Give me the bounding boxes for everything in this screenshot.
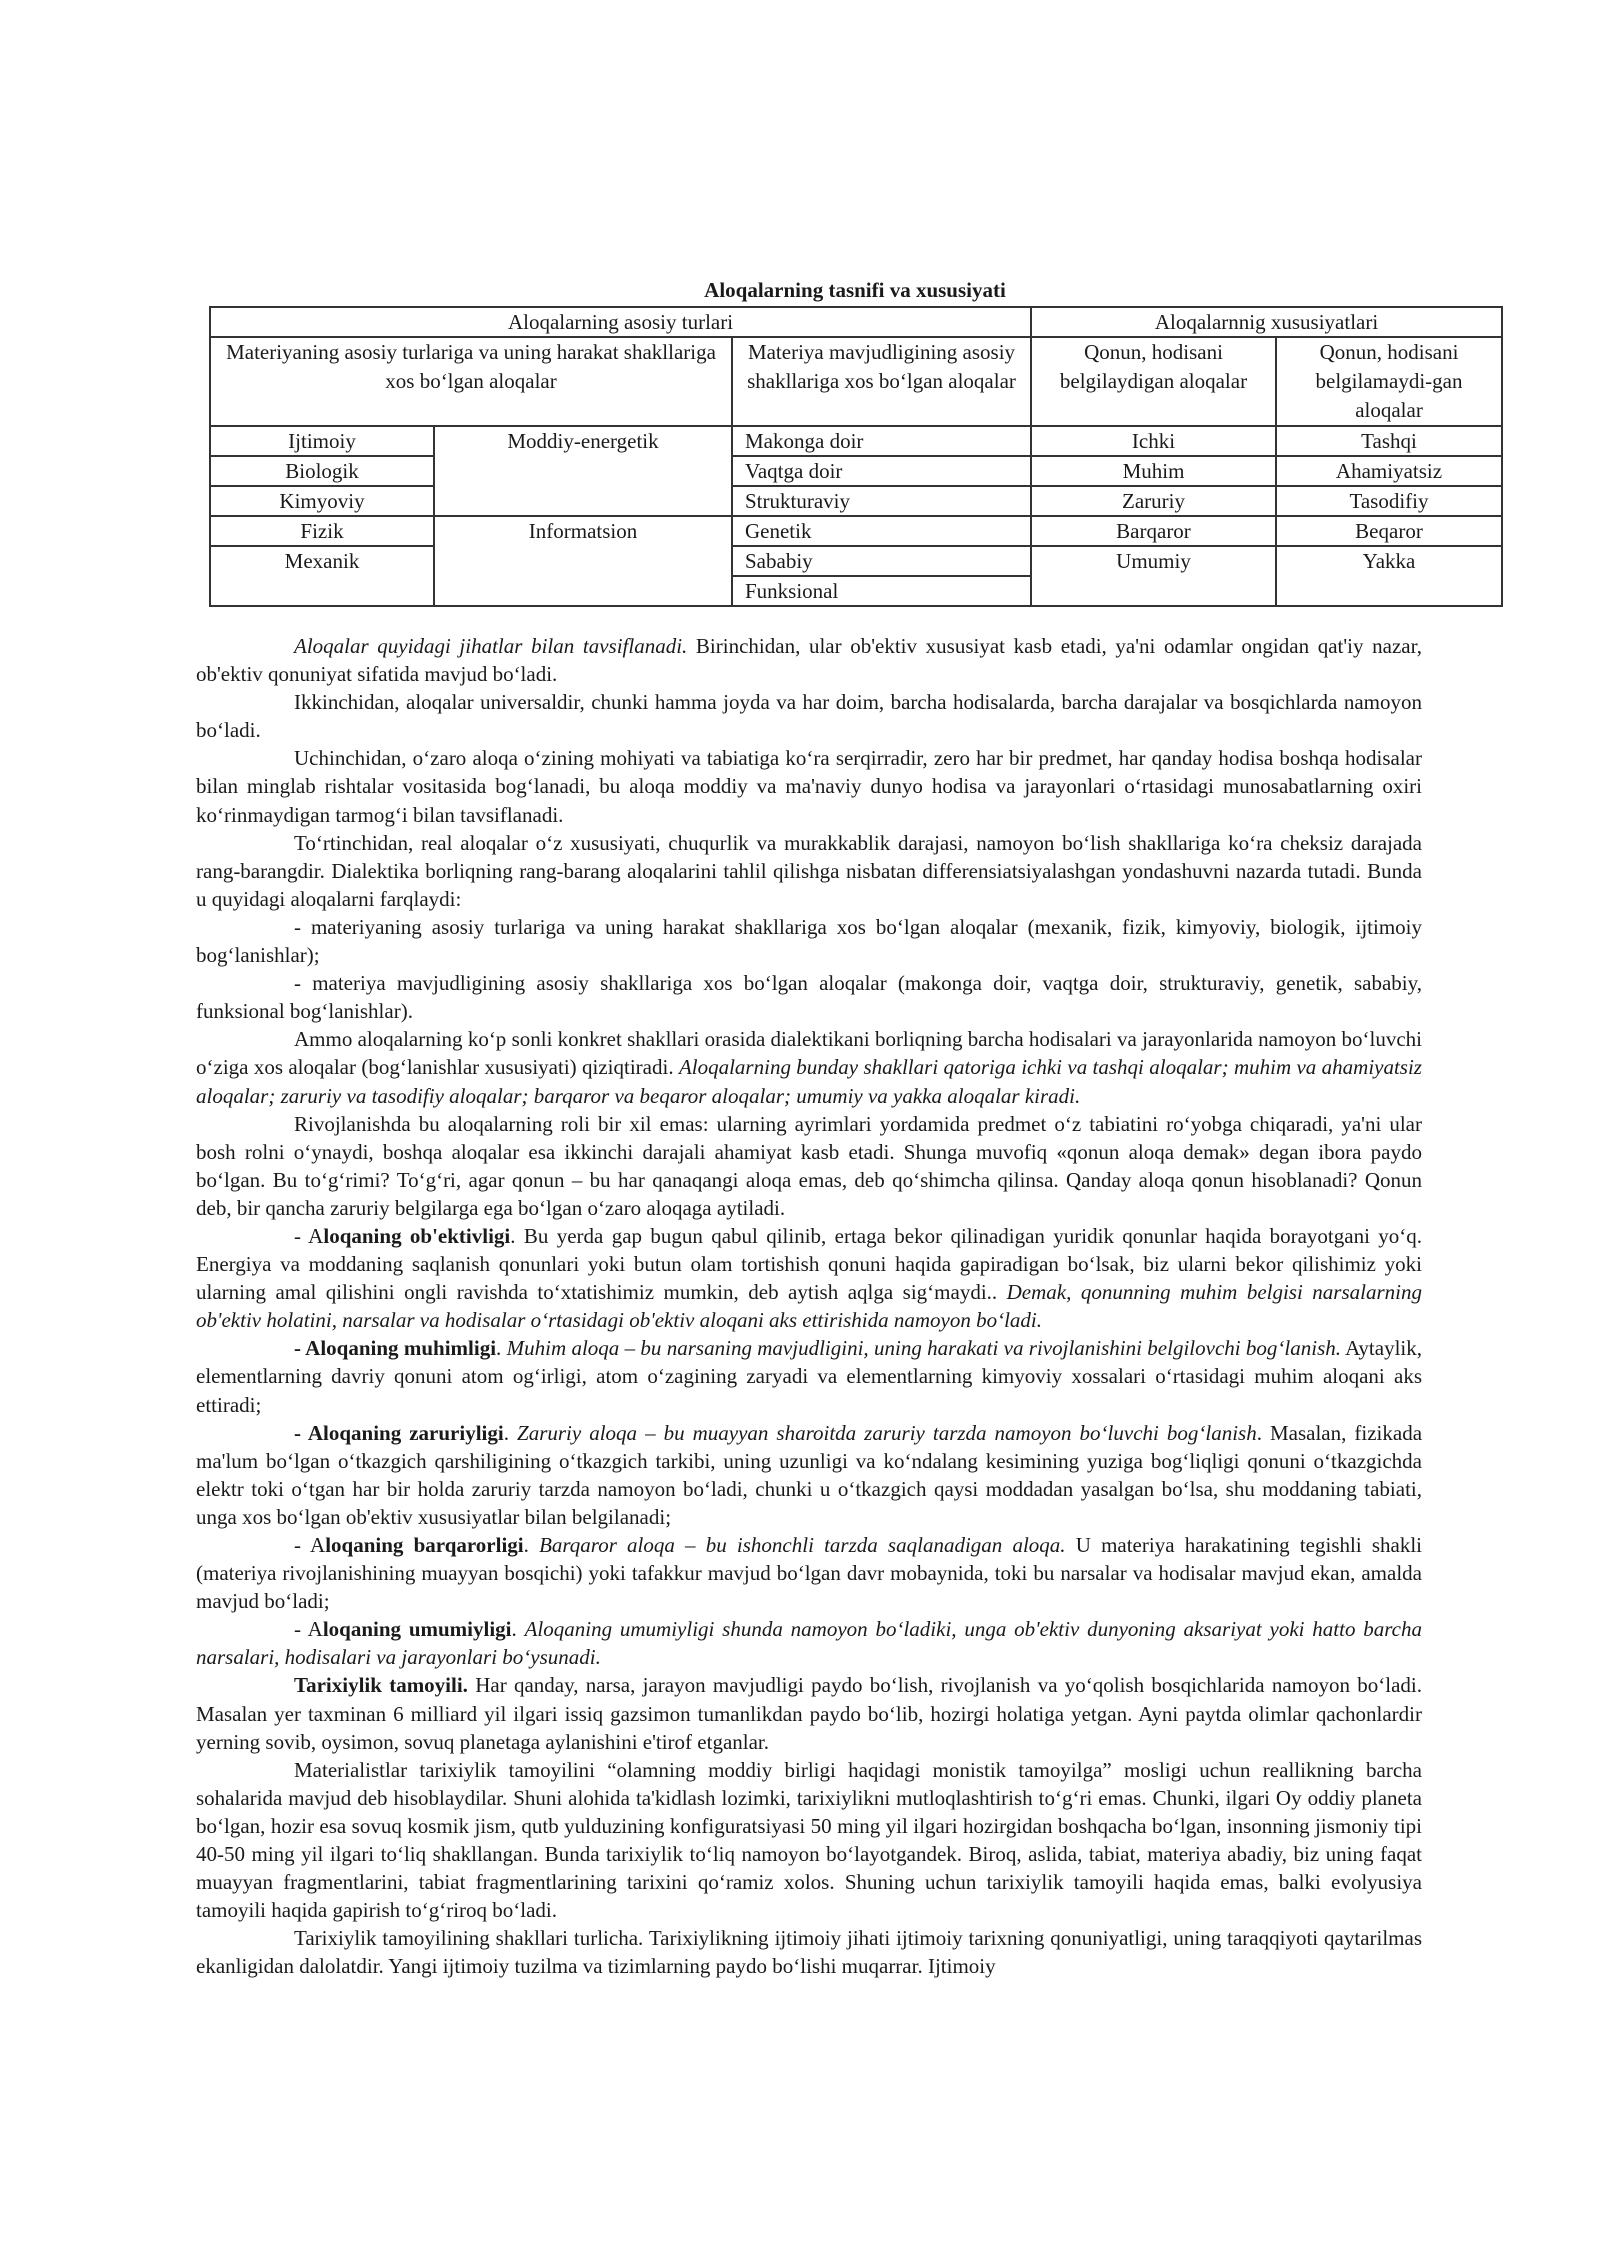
paragraph: Tarixiylik tamoyilining shakllari turlicha. Tarixiylikning ijtimoiy jihati ijtimoiy tarixning qonuniyatligi, uning taraqqiyoti qaytarilmas ekanligidan dalolatdir. Yangi ijtimoiy tuzilma va tizimlarning paydo bo‘lishi muqarrar. Ijtimoiy (196, 1926, 1422, 1979)
text-span: . (523, 1533, 540, 1557)
text-span: . Masalan, fizikada ma'lum bo‘lgan o‘tkazgich qarshiligining o‘tkazgich tarkibi, uning uzunligi va ko‘ndalang kesimining yuziga bog‘liqligi qonuni o‘tkazgichda elektr toki o‘tgan har bir holda zaruriy tarzda namoyon bo‘ladi, chunki u o‘tkazgich qaysi moddadan yasalgan bo‘lsa, shu moddaning tabiati, unga xos bo‘lgan ob'ektiv xususiyatlar bilan belgilanadi; (196, 1420, 1423, 1529)
bold-span: - Aloqaning muhimligi (294, 1336, 497, 1361)
paragraph: Rivojlanishda bu aloqalarning roli bir xil emas: ularning ayrimlari yordamida predmet o‘z tabiatini ro‘yobga chiqaradi, ya'ni ular bosh rolni o‘ynaydi, boshqa aloqalar esa ikkinchi darajali ahamiyat kasb etadi. Shunga muvofiq «qonun aloqa demak» degan ibora paydo bo‘lgan. Bu to‘g‘rimi? To‘g‘ri, agar qonun – bu har qanaqangi aloqa emas, deb qo‘shimcha qilinsa. Qanday aloqa qonun hisoblanadi? Qonun deb, bir qancha zaruriy belgilarga ega bo‘lgan o‘zaro aloqaga aytiladi. (196, 1111, 1422, 1220)
paragraph (196, 1419, 1422, 1531)
text-span: . (496, 1336, 507, 1361)
paragraph: Uchinchidan, o‘zaro aloqa o‘zining mohiyati va tabiatiga ko‘ra serqirradir, zero har bir predmet, har qanday hodisa boshqa hodisalar bilan minglab rishtalar vositasida bog‘lanadi, bu aloqa moddiy va ma'naviy dunyo hodisa va jarayonlari o‘rtasidagi munosabatlarning oxiri ko‘rinmaydigan tarmog‘i bilan tavsiflanadi. (196, 746, 1422, 827)
table-cell: Tasodifiy (1276, 486, 1502, 516)
table-cell: Sababiy (732, 546, 1031, 576)
paragraph (196, 1222, 1422, 1334)
table-subheader-row (210, 337, 1502, 426)
text-span: Aytaylik, elementlarning davriy qonuni atom og‘irligi, atom o‘zagining zaryadi va elementlarning kimyoviy xossalari o‘rtasidagi muhim aloqani aks ettiradi; (196, 1336, 1422, 1417)
table-cell: Muhim (1031, 456, 1276, 486)
table-cell: Moddiy-energetik (434, 426, 732, 516)
table-row (210, 546, 1502, 576)
text-span: U materiya harakatining tegishli shakli (materiya rivojlanishining muayyan bosqichi) yoki tafakkur mavjud bo‘lgan davr mobaynida, toki bu narsalar va hodisalar mavjud ekan, amalda mavjud bo‘ladi; (196, 1533, 1423, 1614)
paragraph: - materiya mavjudligining asosiy shakllariga xos bo‘lgan aloqalar (makonga doir, vaqtga doir, strukturaviy, genetik, sababiy, funksional bog‘lanishlar). (196, 971, 1422, 1024)
paragraph (196, 632, 1422, 688)
text-span: Birinchidan, ular ob'ektiv xususiyat kasb etadi, ya'ni odamlar ongidan qat'iy nazar, ob'ektiv qonuniyat sifatida mavjud bo‘ladi. (196, 634, 1422, 687)
header-left: Aloqalarning asosiy turlari (210, 307, 1031, 337)
italic-span: Muhim aloqa – bu narsaning mavjudligini, uning harakati va rivojlanishini belgilovchi bog‘lanish. (506, 1336, 1342, 1361)
table-row (210, 426, 1502, 456)
table-cell: Funksional (732, 576, 1031, 606)
text-span: Ammo aloqalarning ko‘p sonli konkret shakllari orasida dialektikani borliqning barcha hodisalari va jarayonlarida namoyon bo‘luvchi o‘ziga xos aloqalar (bog‘lanishlar xususiyati) qiziqtiradi. (196, 1027, 1422, 1080)
subheader-3: Qonun, hodisani belgilaydigan aloqalar (1031, 337, 1276, 426)
table-cell: Zaruriy (1031, 486, 1276, 516)
text-span: - A (294, 1533, 326, 1557)
text-span: Har qanday, narsa, jarayon mavjudligi paydo bo‘lish, rivojlanish va yo‘qolish bosqichlarida namoyon bo‘ladi. Masalan yer taxminan 6 milliard yil ilgari issiq gazsimon tumanlikdan paydo bo‘lib, hozirgi holatiga yetgan. Ayni paytda olimlar qachonlardir yerning sovib, oysimon, sovuq planetaga aylanishini e'tirof etganlar. (196, 1673, 1422, 1754)
italic-span: Zaruriy aloqa – bu muayyan sharoitda zaruriy tarzda namoyon bo‘luvchi bog‘lanish (517, 1420, 1257, 1445)
table-cell: Tashqi (1276, 426, 1502, 456)
italic-span: Aloqalar quyidagi jihatlar bilan tavsiflanadi. (294, 634, 688, 658)
header-right: Aloqalarnnig xususiyatlari (1031, 307, 1502, 337)
italic-span: Aloqalarning bunday shakllari qatoriga ichki va tashqi aloqalar; muhim va ahamiyatsiz aloqalar; zaruriy va tasodifiy aloqalar; barqaror va beqaror aloqalar; umumiy va yakka aloqalar kiradi. (196, 1055, 1422, 1108)
paragraph: Ikkinchidan, aloqalar universaldir, chunki hamma joyda va har doim, barcha hodisalarda, barcha darajalar va bosqichlarda namoyon bo‘ladi. (196, 690, 1422, 743)
table-cell: Ichki (1031, 426, 1276, 456)
table-cell: Yakka (1276, 546, 1502, 606)
table-header-row (210, 307, 1502, 337)
bold-span: loqaning umumiyligi (322, 1617, 512, 1642)
table-cell: Informatsion (434, 516, 732, 606)
paragraph: Materialistlar tarixiylik tamoyilini “olamning moddiy birligi haqidagi monistik tamoyilga” mosligi uchun reallikning barcha sohalarida mavjud deb hisoblaydilar. Shuni alohida ta'kidlash lozimki, tarixiylikni mutloqlashtirish to‘g‘ri emas. Chunki, ilgari Oy oddiy planeta bo‘lgan, hozir esa sovuq kosmik jism, qutb yulduzining konfiguratsiyasi 50 ming yil ilgari hozirgidan boshqacha bo‘lgan, insonning jismoniy tipi 40-50 ming yil ilgari to‘liq shakllangan. Bunda tarixiylik to‘liq namoyon bo‘layotgandek. Biroq, aslida, tabiat, materiya abadiy, biz uning faqat muayyan fragmentlarini, tabiat fragmentlarining tarixini qo‘ramiz xolos. Shuning uchun tarixiylik tamoyili haqida emas, balki evolyusiya tamoyili haqida gapirish to‘g‘riroq bo‘ladi. (196, 1757, 1422, 1923)
table-cell: Fizik (210, 516, 434, 546)
italic-span: Demak, qonunning muhim belgisi narsalarning ob'ektiv holatini, narsalar va hodisalar o‘rtasidagi ob'ektiv aloqani aks ettirishida namoyon bo‘ladi. (196, 1280, 1422, 1333)
table-cell: Barqaror (1031, 516, 1276, 546)
bold-span: loqaning ob'ektivligi (323, 1223, 511, 1248)
paragraph (196, 1531, 1422, 1615)
table-cell: Strukturaviy (732, 486, 1031, 516)
bold-span: - Aloqaning zaruriyligi (294, 1420, 504, 1445)
table-cell: Umumiy (1031, 546, 1276, 606)
table-cell: Biologik (210, 456, 434, 486)
table-cell: Makonga doir (732, 426, 1031, 456)
table-cell: Mexanik (210, 546, 434, 606)
classification-table (209, 306, 1503, 607)
paragraph: To‘rtinchidan, real aloqalar o‘z xususiyati, chuqurlik va murakkablik darajasi, namoyon bo‘lish shakllariga ko‘ra cheksiz darajada rang-barangdir. Dialektika borliqning rang-barang aloqalarini tahlil qilishga nisbatan differensiatsiyalashgan yondashuvni nazarda tutadi. Bunda u quyidagi aloqalarni farqlaydi: (196, 830, 1422, 911)
table-title: Aloqalarning tasnifi va xususiyati (704, 278, 1006, 302)
text-span: . (503, 1420, 518, 1445)
table-cell: Ahamiyatsiz (1276, 456, 1502, 486)
table-row (210, 456, 1502, 486)
paragraph (196, 1334, 1422, 1418)
table-cell: Vaqtga doir (732, 456, 1031, 486)
text-span: - A (294, 1617, 323, 1642)
table-row (210, 486, 1502, 516)
table-cell: Genetik (732, 516, 1031, 546)
bold-span: loqaning barqarorligi (325, 1533, 524, 1557)
paragraph: - materiyaning asosiy turlariga va uning harakat shakllariga xos bo‘lgan aloqalar (mexanik, fizik, kimyoviy, biologik, ijtimoiy bog‘lanishlar); (196, 914, 1422, 968)
body-text (196, 632, 1422, 1981)
subheader-1: Materiyaning asosiy turlariga va uning harakat shakllariga xos bo‘lgan aloqalar (210, 337, 732, 426)
paragraph (196, 1025, 1422, 1109)
subheader-4: Qonun, hodisani belgilamaydi-gan aloqalar (1276, 337, 1502, 426)
paragraph (196, 1615, 1422, 1671)
subheader-2: Materiya mavjudligining asosiy shakllariga xos bo‘lgan aloqalar (732, 337, 1031, 426)
text-span: . Bu yerda gap bugun qabul qilinib, ertaga bekor qilinadigan yuridik qonunlar haqida borayotgani yo‘q. Energiya va moddaning saqlanish qonunlari yoki butun olam tortishish qonuni haqida gapiradigan bo‘lsak, biz ularni bekor qilishimiz yoki ularning amal qilishini ongli ravishda to‘xtatishimiz mumkin, deb aytish aqlga sig‘maydi.. (196, 1223, 1423, 1305)
italic-span: Aloqaning umumiyligi shunda namoyon bo‘ladiki, unga ob'ektiv dunyoning aksariyat yoki hatto barcha narsalari, hodisalari va jarayonlari bo‘ysunadi. (196, 1617, 1422, 1670)
table-cell: Beqaror (1276, 516, 1502, 546)
table-cell: Ijtimoiy (210, 426, 434, 456)
text-span: - A (294, 1223, 324, 1248)
table-cell: Kimyoviy (210, 486, 434, 516)
table-row (210, 516, 1502, 546)
text-span: . (511, 1617, 525, 1642)
paragraph (196, 1671, 1422, 1755)
italic-span: Barqaror aloqa – bu ishonchli tarzda saqlanadigan aloqa. (539, 1533, 1066, 1557)
bold-span: Tarixiylik tamoyili. (294, 1673, 468, 1698)
